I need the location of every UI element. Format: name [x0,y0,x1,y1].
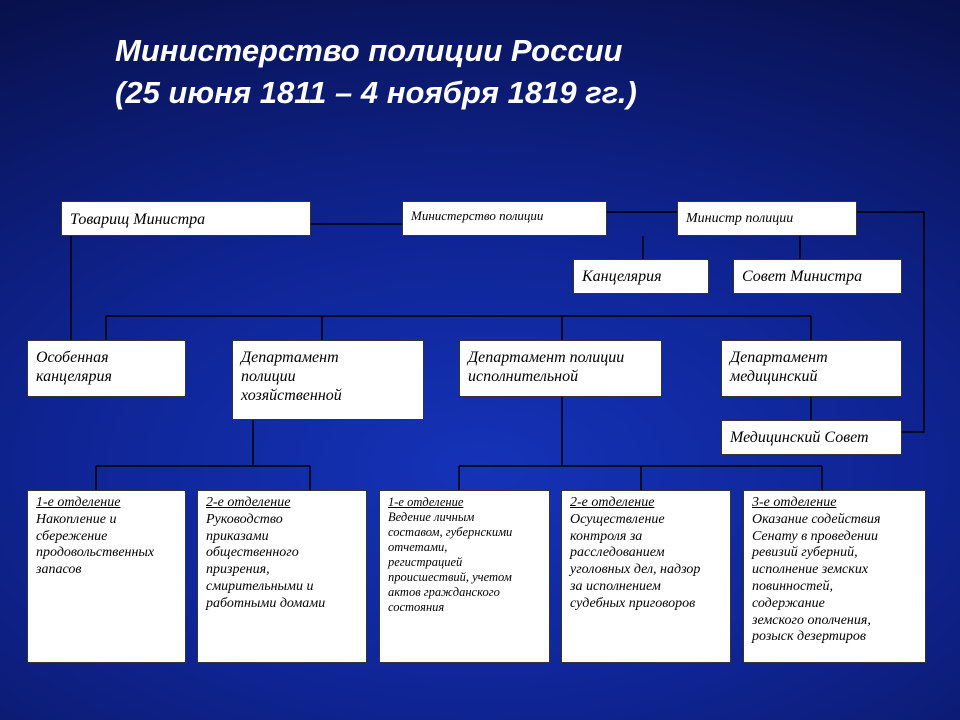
minister-box: Министр полиции [677,201,857,236]
section-1-text: Накопление и сбережение продовольственных запасов [36,511,155,578]
medical-council-box: Медицинский Совет [721,420,902,455]
medical-department-box: Департамент медицинский [721,340,902,397]
title-line-1: Министерство полиции России [115,33,623,68]
section-box-1 [27,490,186,663]
section-5-heading: 3-е отделение [752,495,837,510]
section-box-5 [743,490,926,663]
section-box-3 [379,490,550,663]
line-right-vertical [857,212,924,432]
section-5-text: Оказание содействия Сенату в проведении ревизий губерний, исполнение земских повинностей, содержание земского ополчения, розыск дезертиров [752,511,881,645]
title-line-2: (25 июня 1811 – 4 ноября 1819 гг.) [115,75,637,110]
deputy-minister-box: Товарищ Министра [61,201,311,236]
minister-council-box: Совет Министра [733,259,902,294]
section-3-text: Ведение личным составом, губернскими отчетами, регистрацией происшествий, учетом актов гражданского состояния [388,510,513,614]
executive-police-department-box: Департамент полиции исполнительной [459,340,662,397]
chancellery-box: Канцелярия [573,259,709,294]
section-1-heading: 1-е отделение [36,495,121,510]
economic-police-department-box: Департамент полиции хозяйственной [232,340,424,420]
special-chancellery-box: Особенная канцелярия [27,340,186,397]
section-3-heading: 1-е отделение [388,495,464,509]
section-4-heading: 2-е отделение [570,495,655,510]
ministry-box: Министерство полиции [402,201,607,236]
section-2-heading: 2-е отделение [206,495,291,510]
section-2-text: Руководство приказами общественного призрения, смирительными и работными домами [206,511,326,611]
section-4-text: Осуществление контроля за расследованием уголовных дел, надзор за исполнением судебных приговоров [570,511,701,611]
section-box-2 [197,490,367,663]
section-box-4 [561,490,731,663]
